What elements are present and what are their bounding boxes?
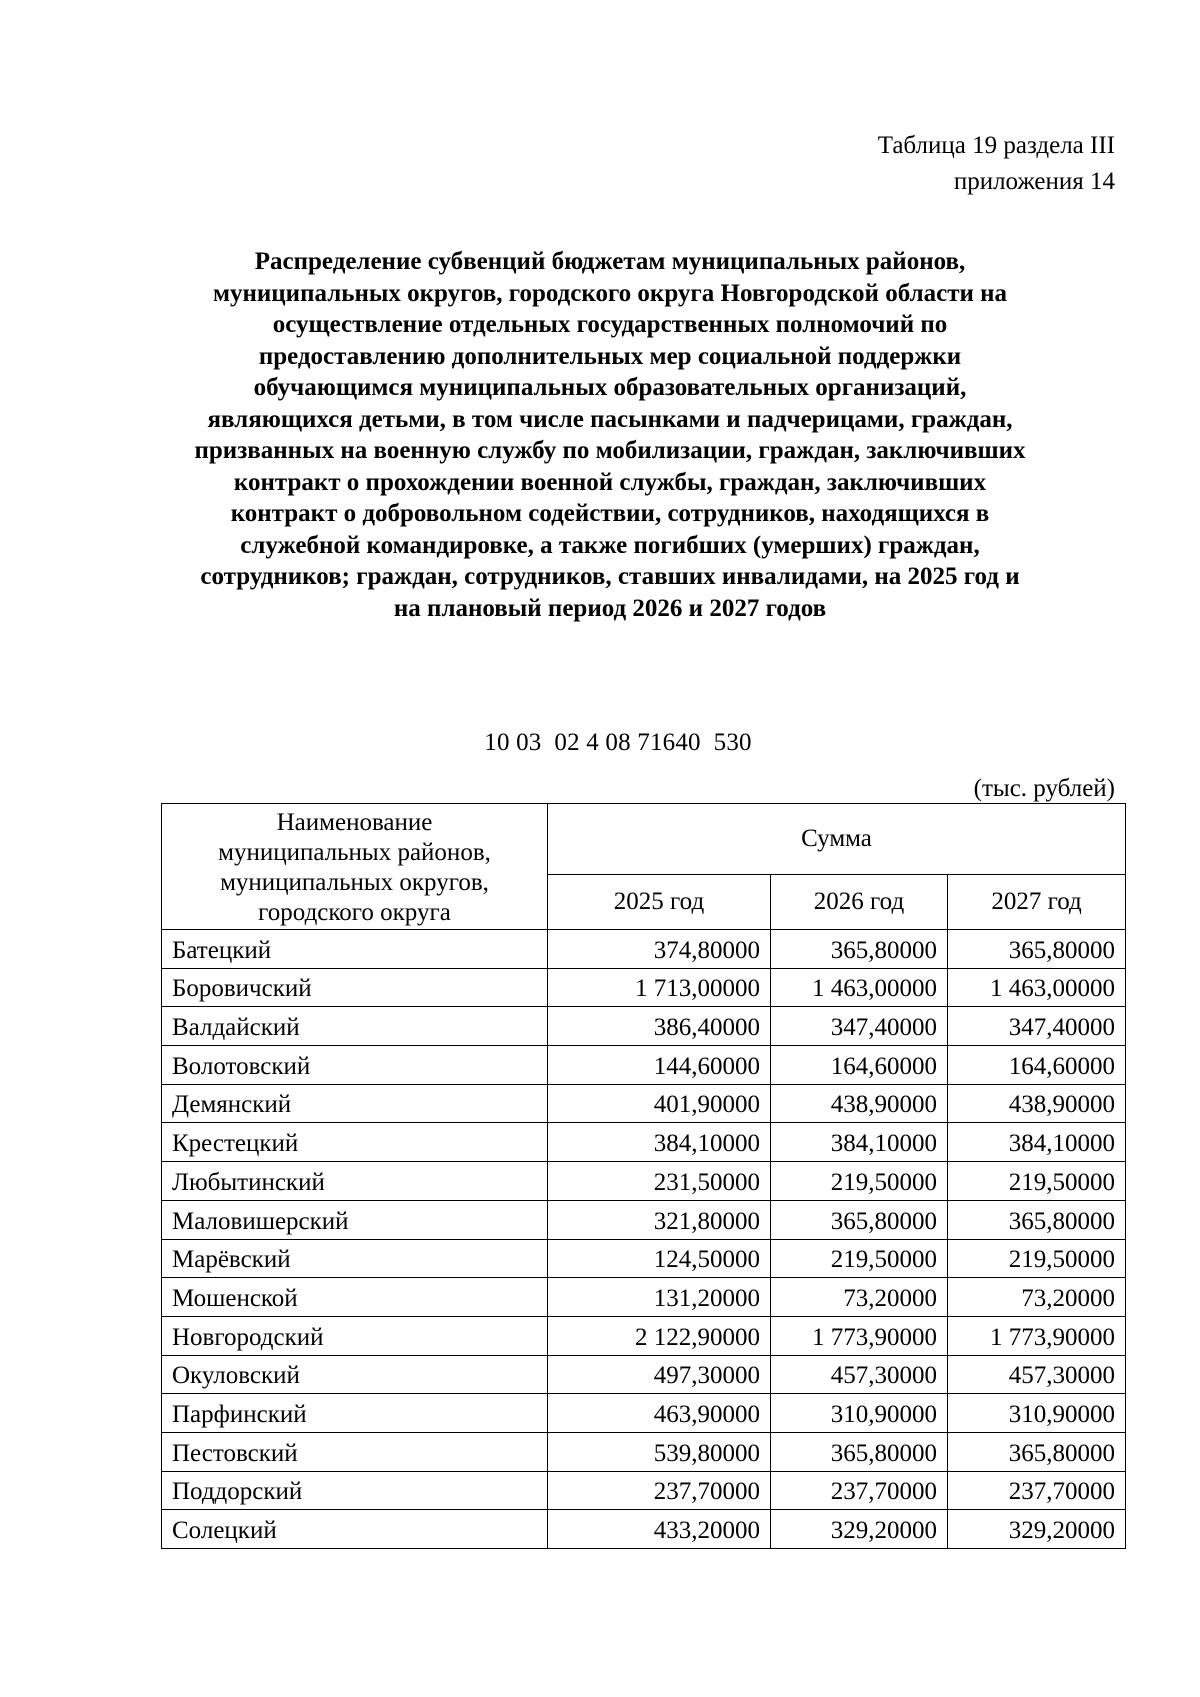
amount-2026: 237,70000 <box>771 1471 948 1510</box>
municipality-name: Мошенской <box>162 1278 548 1317</box>
amount-2027: 73,20000 <box>948 1278 1126 1317</box>
header-year-2025: 2025 год <box>548 875 771 930</box>
amount-2027: 310,90000 <box>948 1394 1126 1433</box>
municipality-name: Поддорский <box>162 1471 548 1510</box>
title-line: контракт о добровольном содействии, сотрудников, находящихся в <box>230 500 990 527</box>
amount-2027: 219,50000 <box>948 1239 1126 1278</box>
title-line: сотрудников; граждан, сотрудников, ставших инвалидами, на 2025 год и <box>200 563 1020 590</box>
municipality-name: Новгородский <box>162 1316 548 1355</box>
amount-2025: 497,30000 <box>548 1355 771 1394</box>
amount-2026: 1 773,90000 <box>771 1316 948 1355</box>
municipality-name: Пестовский <box>162 1432 548 1471</box>
amount-2025: 433,20000 <box>548 1510 771 1549</box>
title-line: муниципальных округов, городского округа Новгородской области на <box>212 279 1008 307</box>
title-line: являющихся детьми, в том числе пасынками и падчерицами, граждан, <box>207 405 1013 433</box>
header-year-2027: 2027 год <box>948 875 1126 930</box>
municipality-name: Маловишерский <box>162 1200 548 1239</box>
units-label: (тыс. рублей) <box>973 775 1115 802</box>
municipality-name: Волотовский <box>162 1046 548 1085</box>
amount-2025: 463,90000 <box>548 1394 771 1433</box>
amount-2027: 384,10000 <box>948 1123 1126 1162</box>
amount-2027: 1 773,90000 <box>948 1316 1126 1355</box>
amount-2027: 438,90000 <box>948 1084 1126 1123</box>
table-row <box>162 1200 1126 1239</box>
table-row <box>162 1239 1126 1278</box>
title-line: Распределение субвенций бюджетам муниципальных районов, <box>254 248 966 275</box>
municipality-name: Батецкий <box>162 930 548 969</box>
amount-2025: 231,50000 <box>548 1162 771 1201</box>
municipality-name: Парфинский <box>162 1394 548 1433</box>
municipality-name: Валдайский <box>162 1007 548 1046</box>
header-municipality-name <box>162 804 548 930</box>
amount-2025: 374,80000 <box>548 930 771 969</box>
amount-2026: 384,10000 <box>771 1123 948 1162</box>
table-row <box>162 1510 1126 1549</box>
amount-2027: 457,30000 <box>948 1355 1126 1394</box>
amount-2027: 219,50000 <box>948 1162 1126 1201</box>
amount-2025: 384,10000 <box>548 1123 771 1162</box>
amount-2027: 1 463,00000 <box>948 968 1126 1007</box>
table-row <box>162 1278 1126 1317</box>
municipality-name: Демянский <box>162 1084 548 1123</box>
table-row <box>162 1084 1126 1123</box>
amount-2025: 539,80000 <box>548 1432 771 1471</box>
amount-2027: 329,20000 <box>948 1510 1126 1549</box>
budget-classification-code: 10 03 02 4 08 71640 530 <box>484 729 752 756</box>
amount-2025: 124,50000 <box>548 1239 771 1278</box>
municipality-name: Марёвский <box>162 1239 548 1278</box>
table-reference-line-2: приложения 14 <box>953 168 1115 195</box>
amount-2026: 438,90000 <box>771 1084 948 1123</box>
document-title <box>160 246 1060 624</box>
title-line: служебной командировке, а также погибших (умерших) граждан, <box>240 531 980 559</box>
municipality-name: Крестецкий <box>162 1123 548 1162</box>
table-row <box>162 1394 1126 1433</box>
amount-2026: 365,80000 <box>771 930 948 969</box>
table-body <box>162 930 1126 1549</box>
amount-2026: 329,20000 <box>771 1510 948 1549</box>
amount-2025: 321,80000 <box>548 1200 771 1239</box>
table-header <box>162 804 1126 930</box>
amount-2025: 144,60000 <box>548 1046 771 1085</box>
table-row <box>162 1432 1126 1471</box>
title-line: осуществление отдельных государственных полномочий по <box>272 311 948 338</box>
amount-2025: 1 713,00000 <box>548 968 771 1007</box>
header-name-line: муниципальных районов, <box>218 839 491 866</box>
title-line: обучающимся муниципальных образовательных организаций, <box>253 374 967 401</box>
amount-2027: 365,80000 <box>948 1200 1126 1239</box>
title-line: контракт о прохождении военной службы, граждан, заключивших <box>233 468 987 496</box>
table-row <box>162 930 1126 969</box>
table-row <box>162 1046 1126 1085</box>
header-name-line: муниципальных округов, <box>220 869 489 896</box>
amount-2026: 73,20000 <box>771 1278 948 1317</box>
municipality-name: Окуловский <box>162 1355 548 1394</box>
amount-2026: 365,80000 <box>771 1432 948 1471</box>
amount-2025: 386,40000 <box>548 1007 771 1046</box>
header-year-2026: 2026 год <box>771 875 948 930</box>
table-row <box>162 1355 1126 1394</box>
table-row <box>162 1316 1126 1355</box>
amount-2026: 164,60000 <box>771 1046 948 1085</box>
table-row <box>162 968 1126 1007</box>
table-reference-line-1: Таблица 19 раздела III <box>877 132 1115 159</box>
amount-2026: 365,80000 <box>771 1200 948 1239</box>
header-sum: Сумма <box>548 804 1126 875</box>
amount-2025: 401,90000 <box>548 1084 771 1123</box>
title-line: предоставлению дополнительных мер социальной поддержки <box>258 342 962 370</box>
municipality-name: Боровичский <box>162 968 548 1007</box>
amount-2027: 164,60000 <box>948 1046 1126 1085</box>
amount-2027: 237,70000 <box>948 1471 1126 1510</box>
amount-2025: 2 122,90000 <box>548 1316 771 1355</box>
header-name-line: городского округа <box>258 899 451 926</box>
title-line: на плановый период 2026 и 2027 годов <box>393 594 827 622</box>
amount-2026: 310,90000 <box>771 1394 948 1433</box>
table-row <box>162 1007 1126 1046</box>
table-row <box>162 1123 1126 1162</box>
table-row <box>162 1471 1126 1510</box>
amount-2026: 347,40000 <box>771 1007 948 1046</box>
amount-2025: 237,70000 <box>548 1471 771 1510</box>
municipality-name: Любытинский <box>162 1162 548 1201</box>
amount-2026: 219,50000 <box>771 1162 948 1201</box>
amount-2026: 457,30000 <box>771 1355 948 1394</box>
amount-2026: 219,50000 <box>771 1239 948 1278</box>
municipality-name: Солецкий <box>162 1510 548 1549</box>
amount-2027: 365,80000 <box>948 930 1126 969</box>
amount-2027: 347,40000 <box>948 1007 1126 1046</box>
amount-2026: 1 463,00000 <box>771 968 948 1007</box>
title-line: призванных на военную службу по мобилизации, граждан, заключивших <box>194 437 1026 464</box>
amount-2027: 365,80000 <box>948 1432 1126 1471</box>
subsidy-table <box>161 803 1126 1549</box>
amount-2025: 131,20000 <box>548 1278 771 1317</box>
table-row <box>162 1162 1126 1201</box>
header-name-line: Наименование <box>276 809 433 836</box>
